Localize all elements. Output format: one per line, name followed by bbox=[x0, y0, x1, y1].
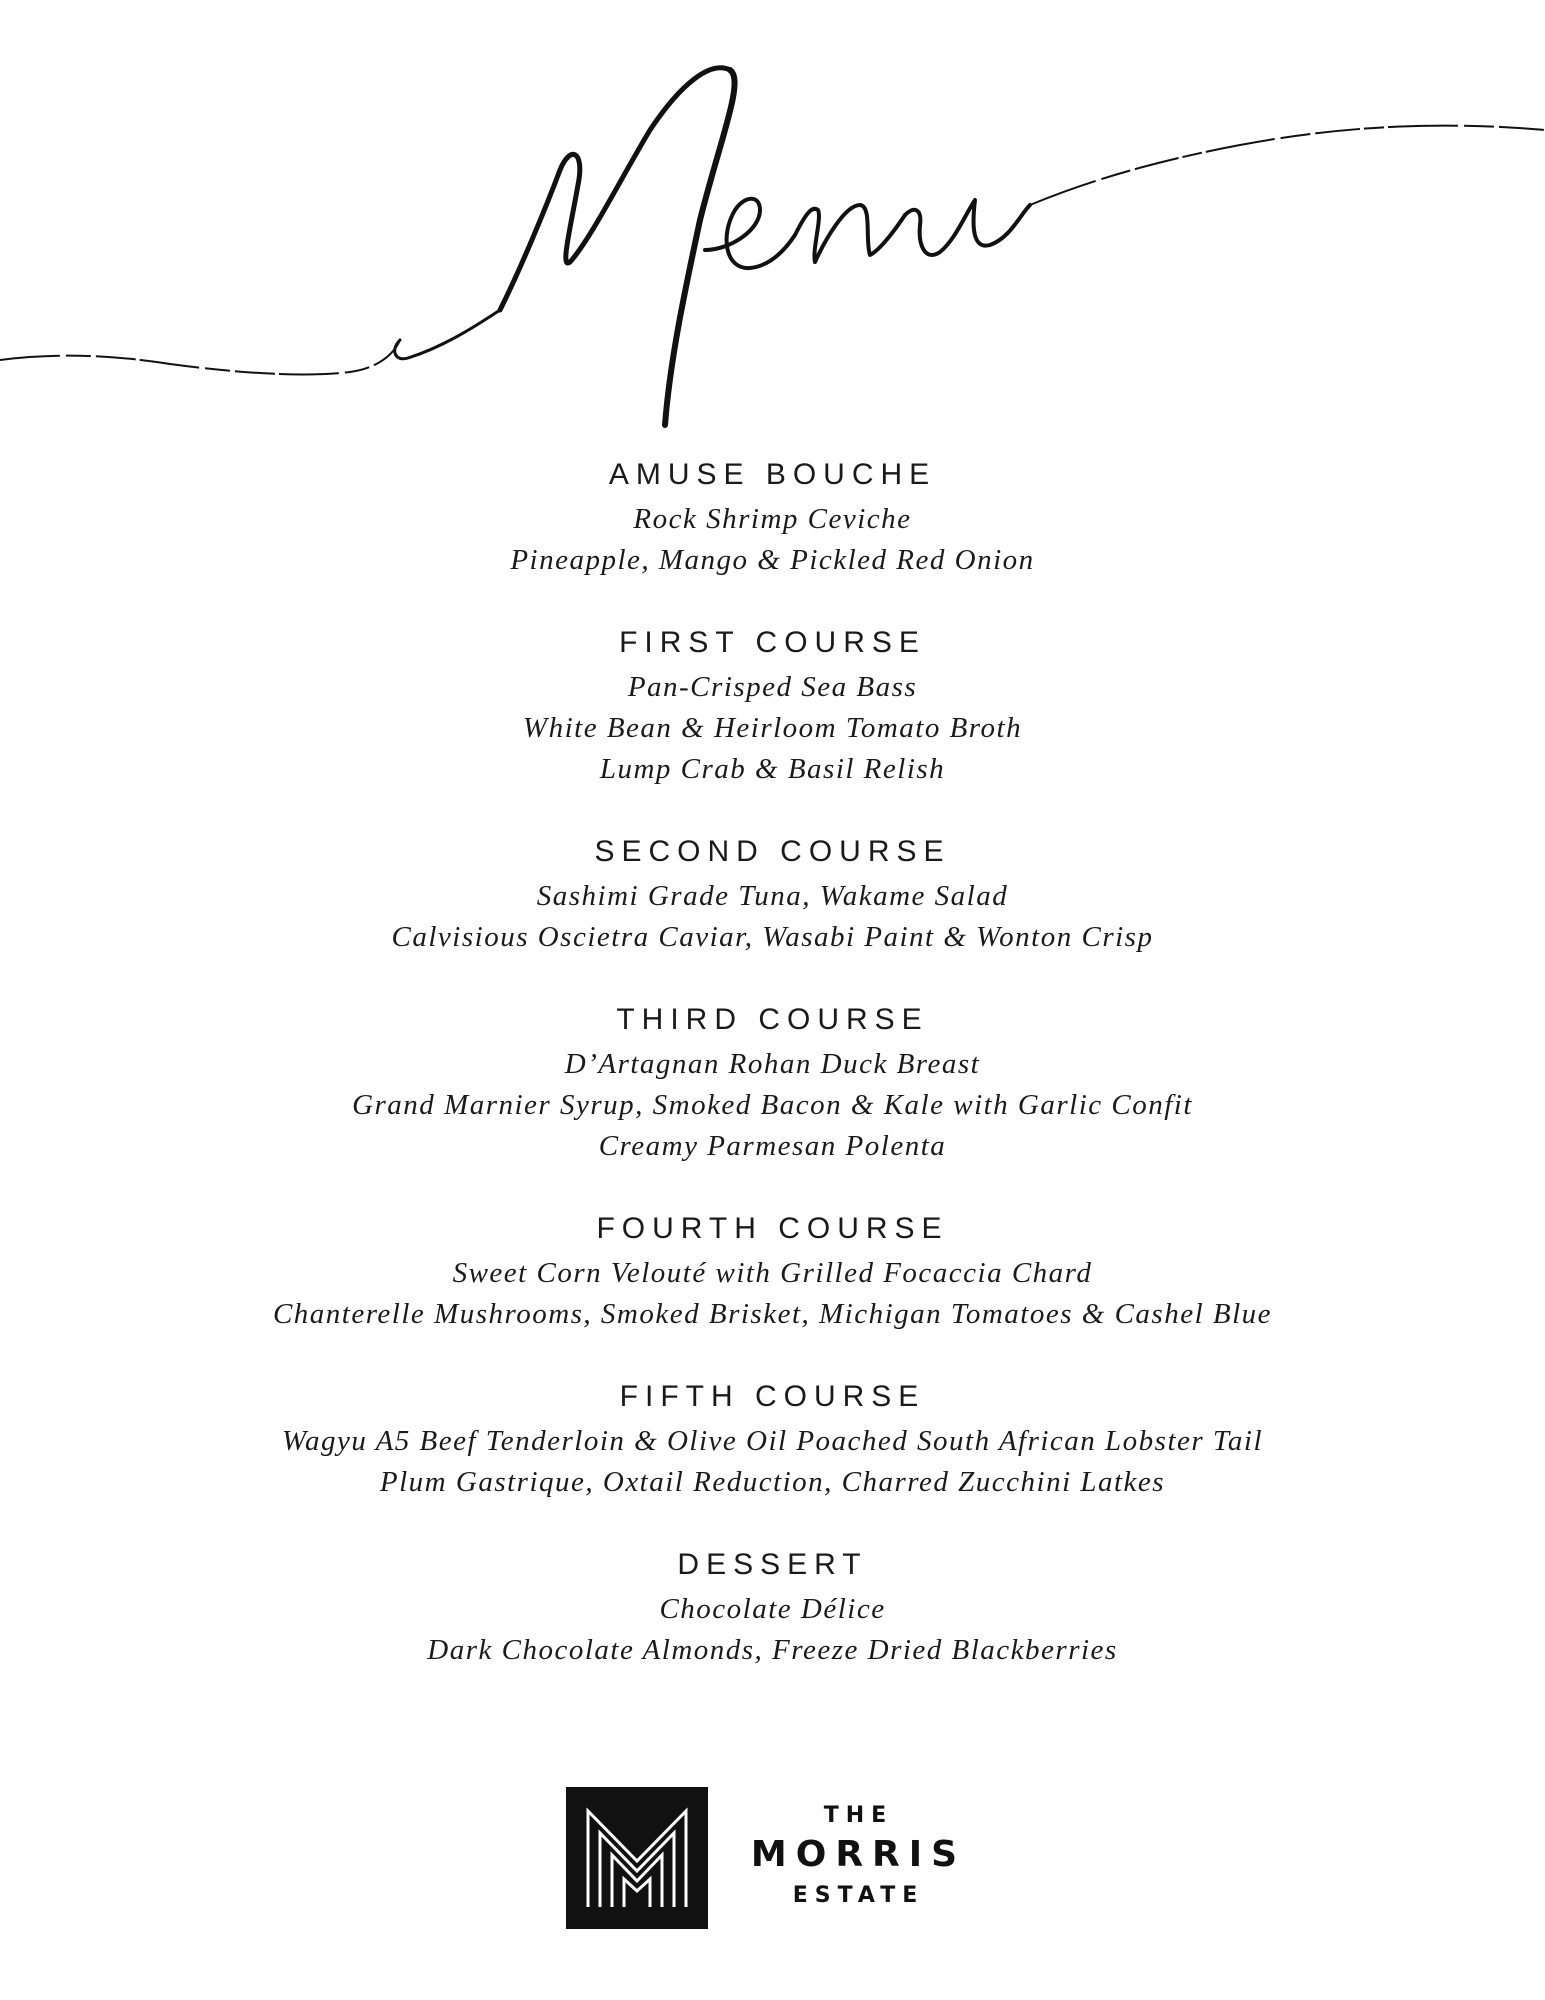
dish-description: Creamy Parmesan Polenta bbox=[598, 1130, 947, 1162]
course-section bbox=[0, 1000, 1545, 1167]
course-section bbox=[0, 455, 1545, 581]
menu-script-lettering bbox=[395, 68, 1030, 425]
morris-estate-logo bbox=[566, 1787, 986, 1932]
course-section bbox=[0, 1377, 1545, 1503]
dish-description: Dark Chocolate Almonds, Freeze Dried Blackberries bbox=[427, 1634, 1118, 1666]
logo-text-the: THE bbox=[823, 1803, 894, 1828]
logo-text-estate: ESTATE bbox=[792, 1883, 925, 1908]
course-title: AMUSE BOUCHE bbox=[608, 458, 937, 491]
course-title: THIRD COURSE bbox=[616, 1003, 929, 1036]
course-title: FIRST COURSE bbox=[619, 626, 926, 659]
course-section bbox=[0, 623, 1545, 790]
menu-script-heading bbox=[0, 0, 1545, 460]
course-section bbox=[0, 832, 1545, 958]
right-swash-line bbox=[1030, 126, 1545, 205]
dish-description: Sweet Corn Velouté with Grilled Focaccia Chard bbox=[452, 1257, 1093, 1289]
course-section bbox=[0, 1209, 1545, 1335]
logo-text-morris: MORRIS bbox=[750, 1834, 967, 1875]
dish-description: Plum Gastrique, Oxtail Reduction, Charred Zucchini Latkes bbox=[379, 1466, 1166, 1498]
left-swash-line bbox=[0, 340, 400, 374]
menu-courses bbox=[0, 455, 1545, 1713]
dish-description: Chocolate Délice bbox=[659, 1593, 886, 1625]
dish-description: Chanterelle Mushrooms, Smoked Brisket, Michigan Tomatoes & Cashel Blue bbox=[272, 1298, 1273, 1330]
dish-description: D’Artagnan Rohan Duck Breast bbox=[564, 1048, 981, 1080]
course-section bbox=[0, 1545, 1545, 1671]
dish-description: White Bean & Heirloom Tomato Broth bbox=[522, 712, 1023, 744]
dish-description: Sashimi Grade Tuna, Wakame Salad bbox=[536, 880, 1009, 912]
dish-description: Rock Shrimp Ceviche bbox=[633, 503, 912, 535]
course-title: FIFTH COURSE bbox=[619, 1380, 926, 1413]
dish-description: Pan-Crisped Sea Bass bbox=[627, 671, 918, 703]
dish-description: Calvisious Oscietra Caviar, Wasabi Paint & Wonton Crisp bbox=[391, 921, 1154, 953]
course-title: FOURTH COURSE bbox=[596, 1212, 949, 1245]
dish-description: Wagyu A5 Beef Tenderloin & Olive Oil Poached South African Lobster Tail bbox=[281, 1425, 1264, 1457]
course-title: DESSERT bbox=[677, 1548, 868, 1581]
course-title: SECOND COURSE bbox=[594, 835, 951, 868]
morris-monogram-icon bbox=[566, 1787, 708, 1929]
dish-description: Pineapple, Mango & Pickled Red Onion bbox=[510, 544, 1035, 576]
dish-description: Lump Crab & Basil Relish bbox=[599, 753, 946, 785]
dish-description: Grand Marnier Syrup, Smoked Bacon & Kale with Garlic Confit bbox=[352, 1089, 1193, 1121]
